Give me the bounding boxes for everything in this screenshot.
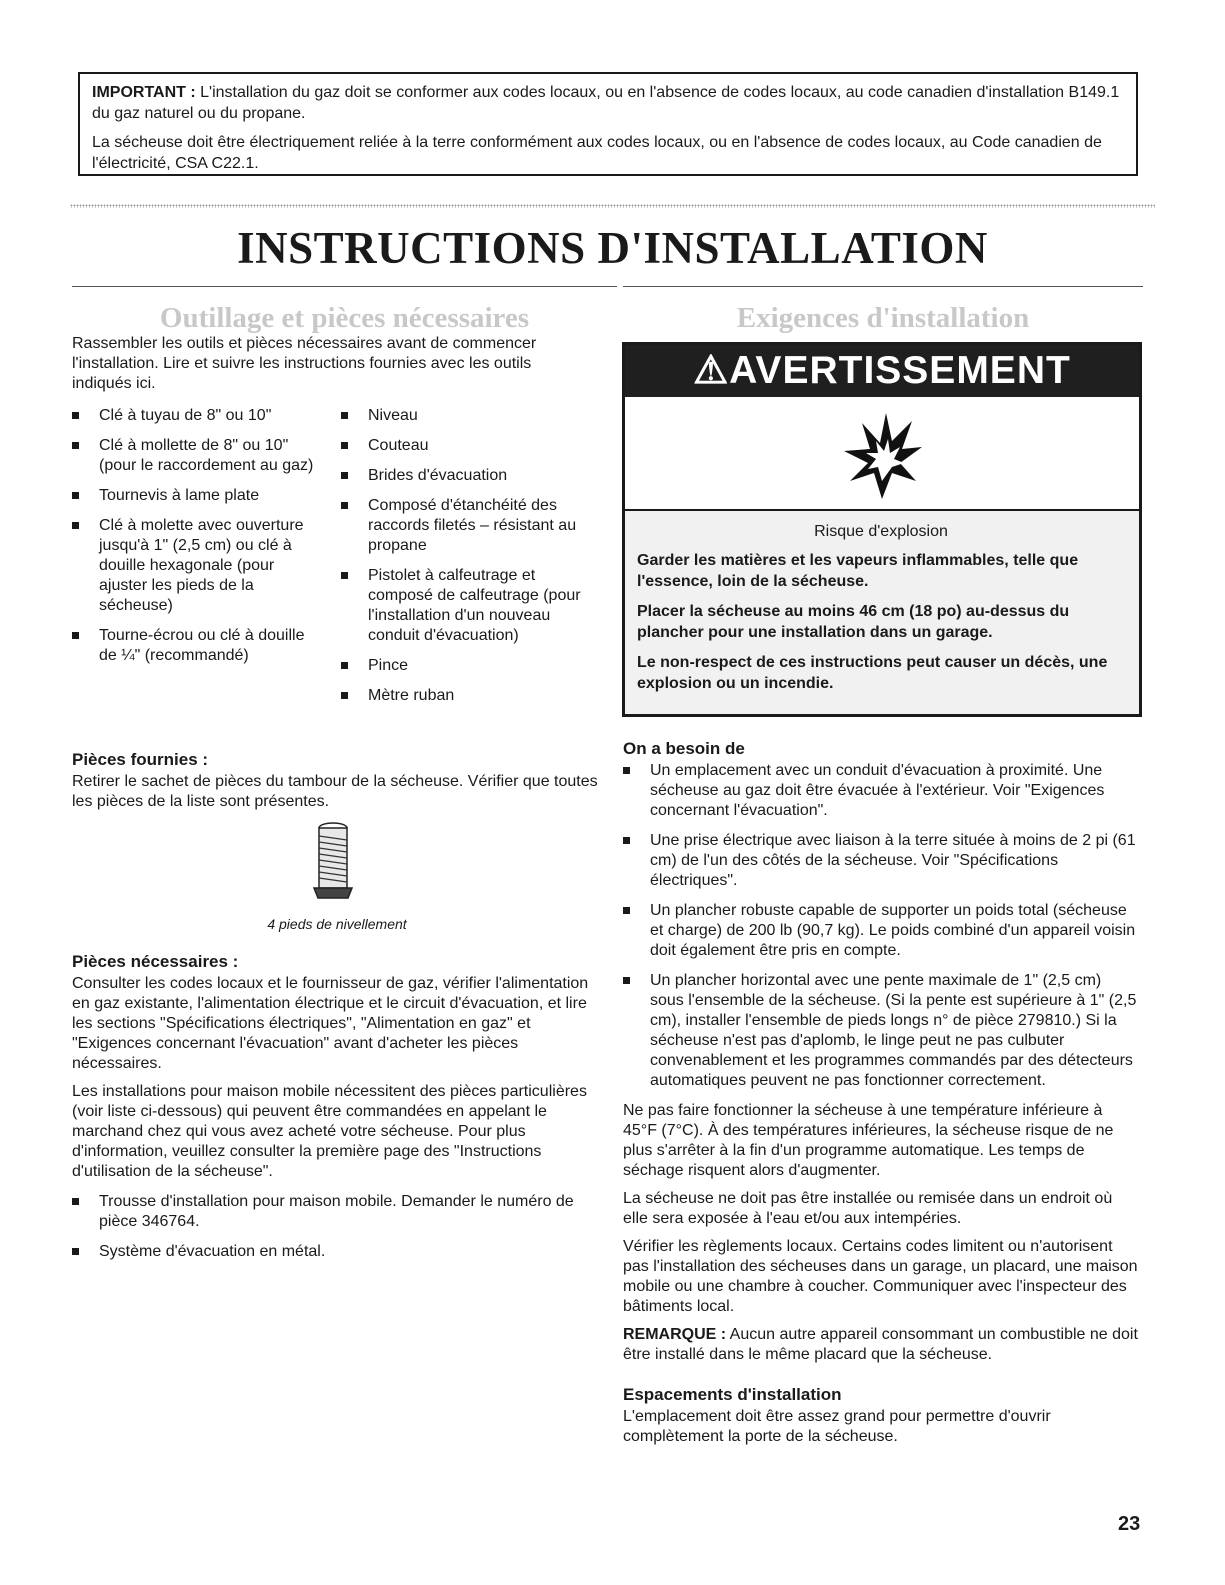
- tools-list-2: [341, 406, 591, 706]
- needed-heading: Pièces nécessaires :: [72, 952, 239, 971]
- list-item: Brides d'évacuation: [341, 466, 591, 486]
- exposure-paragraph: La sécheuse ne doit pas être installée ou remisée dans un endroit où elle sera exposée à l'eau et/ou aux intempéries.: [623, 1190, 1113, 1227]
- remark-paragraph: [623, 1325, 1138, 1365]
- list-item: Système d'évacuation en métal.: [72, 1242, 592, 1262]
- list-item: Tourne-écrou ou clé à douille de ¼" (recommandé): [72, 626, 322, 666]
- requirements-section-heading: Exigences d'installation: [736, 302, 1030, 334]
- remark-text: Aucun autre appareil consommant un combustible ne doit être installé dans le même placard que la sécheuse.: [623, 1326, 1138, 1363]
- tools-list-1: [72, 406, 322, 666]
- tools-intro: [72, 334, 592, 394]
- requirements-column: [623, 739, 1138, 1447]
- dotted-divider: [70, 204, 1155, 208]
- list-item: Clé à mollette de 8" ou 10" (pour le raccordement au gaz): [72, 436, 322, 476]
- figure-caption: 4 pieds de nivellement: [267, 916, 407, 932]
- tools-intro-text: Rassembler les outils et pièces nécessaires avant de commencer l'installation. Lire et suivre les instructions fournies avec les outils indiqués ici.: [72, 335, 537, 392]
- warning-line-2: Placer la sécheuse au moins 46 cm (18 po) au-dessus du plancher pour une installation dans un garage.: [637, 603, 1070, 641]
- list-item: Pince: [341, 656, 591, 676]
- important-paragraph-1: [92, 82, 1122, 124]
- important-text-2: La sécheuse doit être électriquement reliée à la terre conformément aux codes locaux, ou en l'absence de codes locaux, au Code canadien de l'électricité, CSA C22.1.: [92, 134, 1102, 172]
- page-number: 23: [1118, 1513, 1141, 1535]
- supplied-text: Retirer le sachet de pièces du tambour de la sécheuse. Vérifier que toutes les pièces de la liste sont présentes.: [72, 773, 598, 810]
- warning-box: [622, 342, 1142, 717]
- list-item: Pistolet à calfeutrage et composé de calfeutrage (pour l'installation d'un nouveau conduit d'évacuation): [341, 566, 591, 646]
- supplied-parts: [72, 750, 602, 812]
- right-rule: [623, 286, 1143, 287]
- important-label: IMPORTANT :: [92, 84, 196, 101]
- left-rule: [72, 286, 617, 287]
- list-item: Un plancher horizontal avec une pente maximale de 1" (2,5 cm) sous l'ensemble de la sécheuse. (Si la pente est supérieure à 1" (2,5 cm), installer l'ensemble de pieds longs n° de pièce 279810.) Si la sécheuse n'est pas d'aplomb, le linge peut ne pas culbuter convenablement et les programmes commandés par des détecteurs automatiques peuvent ne pas fonctionner correctement.: [623, 971, 1138, 1091]
- important-notice: [78, 72, 1138, 176]
- warning-line-1: Garder les matières et les vapeurs inflammables, telle que l'essence, loin de la sécheuse.: [637, 552, 1079, 590]
- list-item: Tournevis à lame plate: [72, 486, 322, 506]
- needed-p2: Les installations pour maison mobile nécessitent des pièces particulières (voir liste ci-dessous) qui peuvent être commandées en appelant le marchand chez qui vous avez acheté votre sécheuse. Pour plus d'information, veuillez consulter la première page des "Instructions d'utilisation de la sécheuse".: [72, 1083, 587, 1180]
- list-item: Une prise électrique avec liaison à la terre située à moins de 2 pi (61 cm) de l'un des côtés de la sécheuse. Voir "Spécifications électriques".: [623, 831, 1138, 891]
- spacing-heading: Espacements d'installation: [623, 1385, 842, 1404]
- list-item: Niveau: [341, 406, 591, 426]
- supplied-heading: Pièces fournies :: [72, 750, 209, 769]
- list-item: Mètre ruban: [341, 686, 591, 706]
- need-heading: On a besoin de: [623, 739, 745, 758]
- codes-paragraph: Vérifier les règlements locaux. Certains codes limitent ou n'autorisent pas l'installation des sécheuses dans un garage, un placard, une maison mobile ou une chambre à coucher. Communiquer avec l'inspecteur des bâtiments local.: [623, 1238, 1138, 1315]
- needed-p1: Consulter les codes locaux et le fournisseur de gaz, vérifier l'alimentation en gaz existante, l'alimentation électrique et le circuit d'évacuation, et lire les sections "Spécifications électriques", "Alimentation en gaz" et "Exigences concernant l'évacuation" avant d'acheter les pièces nécessaires.: [72, 975, 589, 1072]
- list-item: Clé à tuyau de 8" ou 10": [72, 406, 322, 426]
- warning-banner: [625, 345, 1139, 397]
- list-item: Clé à molette avec ouverture jusqu'à 1" (2,5 cm) ou clé à douille hexagonale (pour ajuster les pieds de la sécheuse): [72, 516, 322, 616]
- needed-parts: [72, 952, 592, 1262]
- warning-banner-text: AVERTISSEMENT: [729, 349, 1071, 392]
- warning-text: [625, 511, 1139, 714]
- remark-label: REMARQUE :: [623, 1326, 727, 1343]
- important-text-1: L'installation du gaz doit se conformer aux codes locaux, ou en l'absence de codes locaux, au code canadien d'installation B149.1 du gaz naturel ou du propane.: [92, 84, 1120, 122]
- temperature-paragraph: Ne pas faire fonctionner la sécheuse à une température inférieure à 45°F (7°C). À des températures inférieures, la sécheuse risque de ne plus s'arrêter à la fin d'un programme automatique. Les temps de séchage risquent alors d'augmenter.: [623, 1102, 1114, 1179]
- list-item: Un emplacement avec un conduit d'évacuation à proximité. Une sécheuse au gaz doit être évacuée à l'extérieur. Voir "Exigences concernant l'évacuation".: [623, 761, 1138, 821]
- list-item: Un plancher robuste capable de supporter un poids total (sécheuse et charge) de 200 lb (90,7 kg). Le poids combiné d'un appareil voisin doit également être pris en compte.: [623, 901, 1138, 961]
- list-item: Composé d'étanchéité des raccords filetés – résistant au propane: [341, 496, 591, 556]
- warning-line-3: Le non-respect de ces instructions peut causer un décès, une explosion ou un incendie.: [637, 654, 1108, 692]
- tools-section-heading: Outillage et pièces nécessaires: [159, 302, 530, 334]
- warning-triangle-icon: ⚠: [693, 349, 730, 392]
- list-item: Couteau: [341, 436, 591, 456]
- warning-risk: Risque d'explosion: [814, 523, 948, 540]
- leveling-foot-icon: [310, 820, 356, 902]
- list-item: Trousse d'installation pour maison mobile. Demander le numéro de pièce 346764.: [72, 1192, 592, 1232]
- explosion-icon: [840, 411, 925, 501]
- warning-pictogram: [625, 397, 1139, 511]
- spacing-text: L'emplacement doit être assez grand pour permettre d'ouvrir complètement la porte de la sécheuse.: [623, 1408, 1051, 1445]
- page-title: INSTRUCTIONS D'INSTALLATION: [237, 223, 988, 273]
